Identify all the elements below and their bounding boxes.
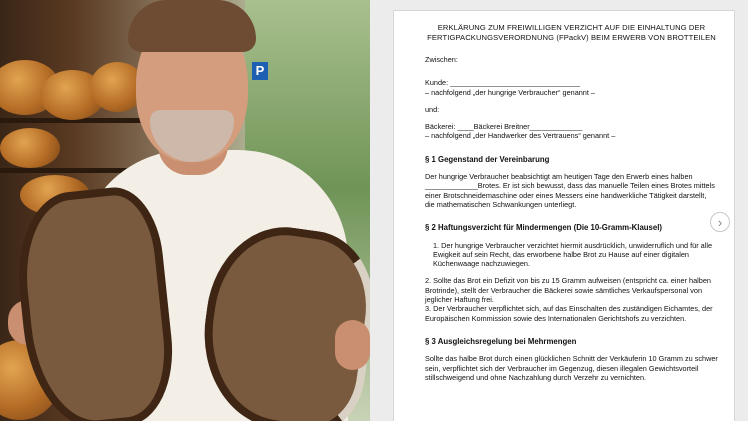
section-2-para-1: 1. Der hungrige Verbraucher verzichtet hiermit ausdrücklich, unwiderruflich und für alle Ewigkeit auf sein Recht, das erworbene halbe Brot zu Hause auf einer digitalen Küchenwaage nachzuwiegen. [433, 240, 713, 269]
kunde-field: Kunde: ________________________________ [425, 78, 581, 88]
baeckerei-note: – nachfolgend „der Handwerker des Vertrauens“ genannt – [425, 131, 616, 141]
title-line: ERKLÄRUNG ZUM FREIWILLIGEN VERZICHT AUF DIE EINHALTUNG DER [437, 23, 706, 32]
section-3-text: Sollte das halbe Brot durch einen glücklichen Schnitt der Verkäuferin 10 Gramm zu schwer sein, verpflichtet sich der Verbraucher im Gegenzug, diesen illegalen Gewichtsvorteil stillschweigend und ohne Nachzahlung durch Verzehr zu vernichten. [425, 354, 718, 382]
right-hand [335, 320, 370, 370]
parking-sign: P [252, 62, 268, 80]
section-2-para-2: 2. Sollte das Brot ein Defizit von bis zu 15 Gramm aufweisen (entspricht ca. einer halben Brotrinde), stellt der Verbraucher die Bäckerei sowie sämtliches Verkaufspersonal von jeglicher Haftung frei. [425, 276, 711, 305]
photo-man-with-bread [0, 0, 370, 421]
loaf [0, 128, 60, 168]
document-title [425, 23, 718, 43]
section-1-text: Der hungrige Verbraucher beabsichtigt am heutigen Tage den Erwerb eines halben _____________Brotes. Er ist sich bewusst, dass das manuelle Teilen eines Brotes mittels einer Brotschneidemaschine oder eines Messers eine handwerkliche Tätigkeit darstellt, die mathematischen Schwankungen unterliegt. [425, 172, 715, 209]
baeckerei-field: Bäckerei: ____Bäckerei Breitner_____________ [425, 122, 583, 132]
title-line: FERTIGPACKUNGSVERORDNUNG (FPackV) BEIM ERWERB VON BROTTEILEN [427, 33, 716, 42]
zwischen-label: Zwischen: [425, 55, 458, 64]
section-3-heading: § 3 Ausgleichsregelung bei Mehrmengen [425, 336, 577, 346]
document-page [393, 10, 735, 421]
next-arrow-icon[interactable]: › [710, 212, 730, 232]
section-1-heading: § 1 Gegenstand der Vereinbarung [425, 154, 550, 164]
section-2-heading: § 2 Haftungsverzicht für Mindermengen (Die 10-Gramm-Klausel) [425, 223, 662, 233]
hair [128, 0, 256, 52]
und-label: und: [425, 104, 440, 114]
section-2-para-3: 3. Der Verbraucher verpflichtet sich, auf das Einschalten des zuständigen Eichamtes, der Europäischen Kommission sowie des Internationalen Gerichtshofs zu verzichten. [425, 304, 713, 323]
kunde-note: – nachfolgend „der hungrige Verbraucher“ genannt – [425, 87, 595, 97]
